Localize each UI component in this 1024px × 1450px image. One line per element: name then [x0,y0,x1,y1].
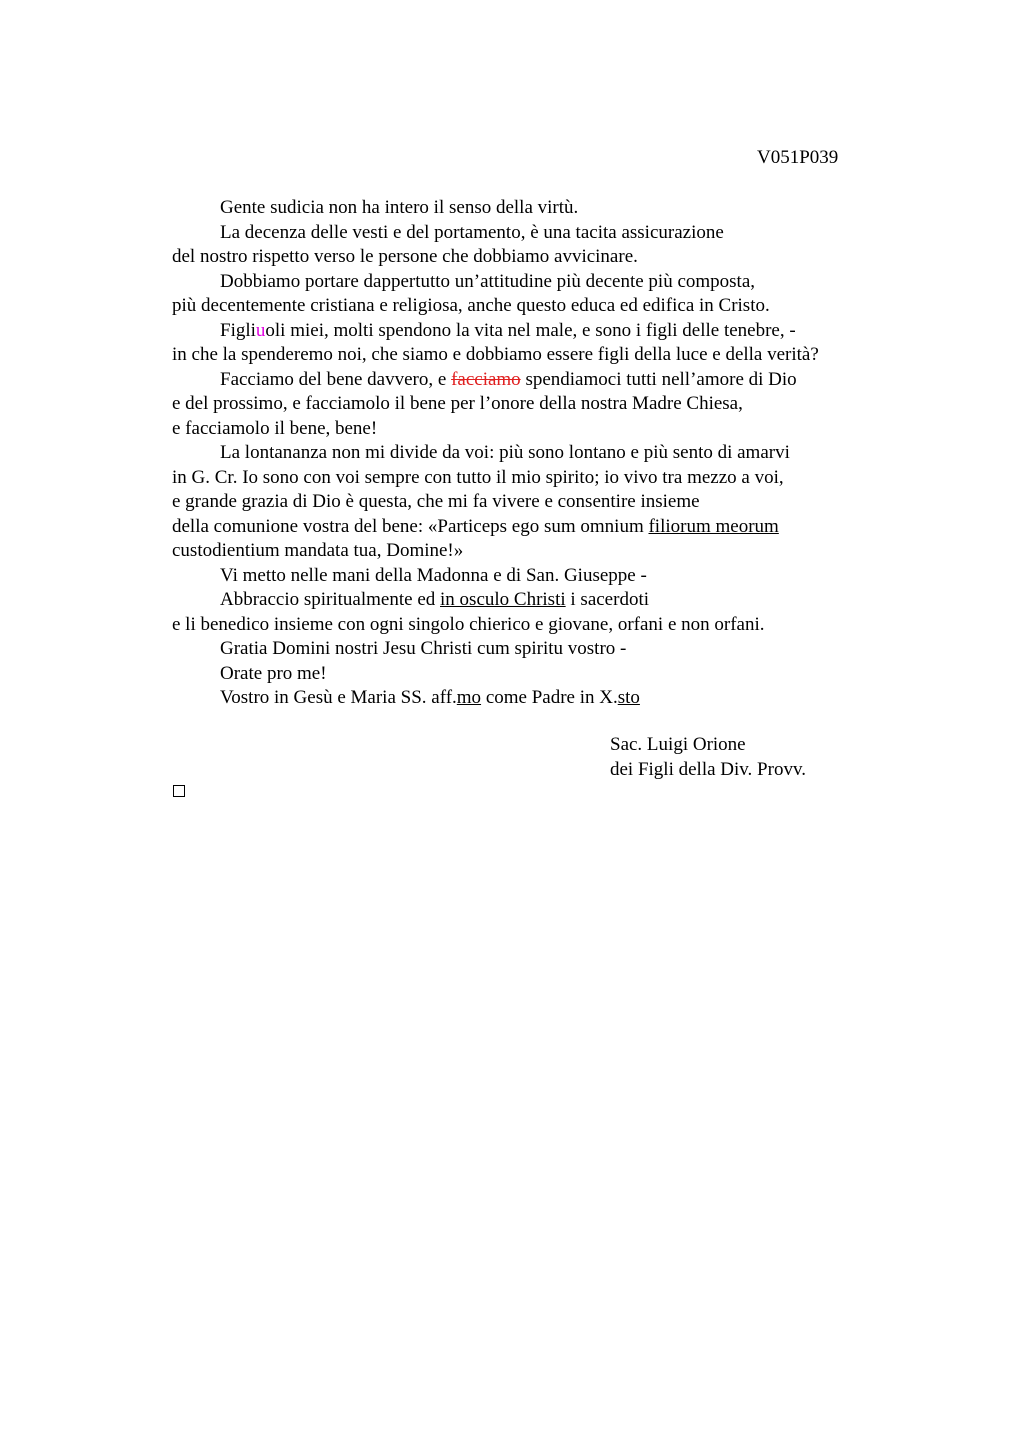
letter-line: e li benedico insieme con ogni singolo chierico e giovane, orfani e non orfani. [172,613,765,635]
underlined-text: filiorum meorum [648,515,779,537]
letter-line: e facciamolo il bene, bene! [172,417,378,439]
letter-line: in che la spenderemo noi, che siamo e dobbiamo essere figli della luce e della verità? [172,344,819,365]
text-run: spendiamoci tutti nell’amore di Dio [520,368,797,390]
underlined-text: mo [456,687,482,708]
letter-line: Dobbiamo portare dappertutto un’attitudine più decente più composta, [220,270,756,292]
letter-line [172,368,819,393]
text-run: i sacerdoti [565,589,649,610]
signature-name: Sac. Luigi Orione [610,734,746,755]
underlined-text: in osculo Christi [440,589,566,610]
text-run: oli miei, molti spendono la vita nel male, e sono i figli delle tenebre, - [265,319,796,341]
end-marker-box-icon [173,785,185,797]
letter-line: Orate pro me! [220,662,327,684]
text-run: Abbraccio spiritualmente ed [220,589,441,610]
text-run: Facciamo del bene davvero, e [220,368,452,390]
underlined-text: sto [617,687,640,708]
letter-line: più decentemente cristiana e religiosa, anche questo educa ed edifica in Cristo. [172,295,770,316]
letter-line [172,515,819,540]
letter-line [172,319,819,344]
text-run: Vostro in Gesù e Maria SS. aff. [220,687,457,708]
text-run: come Padre in X. [481,687,618,708]
deleted-word: facciamo [451,368,521,390]
letter-line: Gratia Domini nostri Jesu Christi cum spiritu vostro - [220,638,627,659]
page-code: V051P039 [757,147,839,168]
letter-line [172,588,819,613]
letter-line: in G. Cr. Io sono con voi sempre con tutto il mio spirito; io vivo tra mezzo a voi, [172,466,784,488]
text-run: della comunione vostra del bene: «Particeps ego sum omnium [172,515,649,537]
letter-line: Gente sudicia non ha intero il senso della virtù. [220,197,579,218]
letter-line: La decenza delle vesti e del portamento, è una tacita assicurazione [220,221,724,243]
letter-line: custodientium mandata tua, Domine!» [172,540,464,561]
letter-body [172,196,819,711]
text-run: Figli [220,319,256,341]
letter-line: e grande grazia di Dio è questa, che mi fa vivere e consentire insieme [172,491,700,512]
signature-block [610,733,806,782]
inserted-letter: u [255,319,266,341]
letter-line: del nostro rispetto verso le persone che dobbiamo avvicinare. [172,246,638,267]
letter-line: Vi metto nelle mani della Madonna e di San. Giuseppe - [220,564,647,586]
signature-title: dei Figli della Div. Provv. [610,758,806,780]
letter-line: La lontananza non mi divide da voi: più sono lontano e più sento di amarvi [220,442,790,463]
letter-line: e del prossimo, e facciamolo il bene per l’onore della nostra Madre Chiesa, [172,393,743,414]
letter-line [172,686,819,711]
